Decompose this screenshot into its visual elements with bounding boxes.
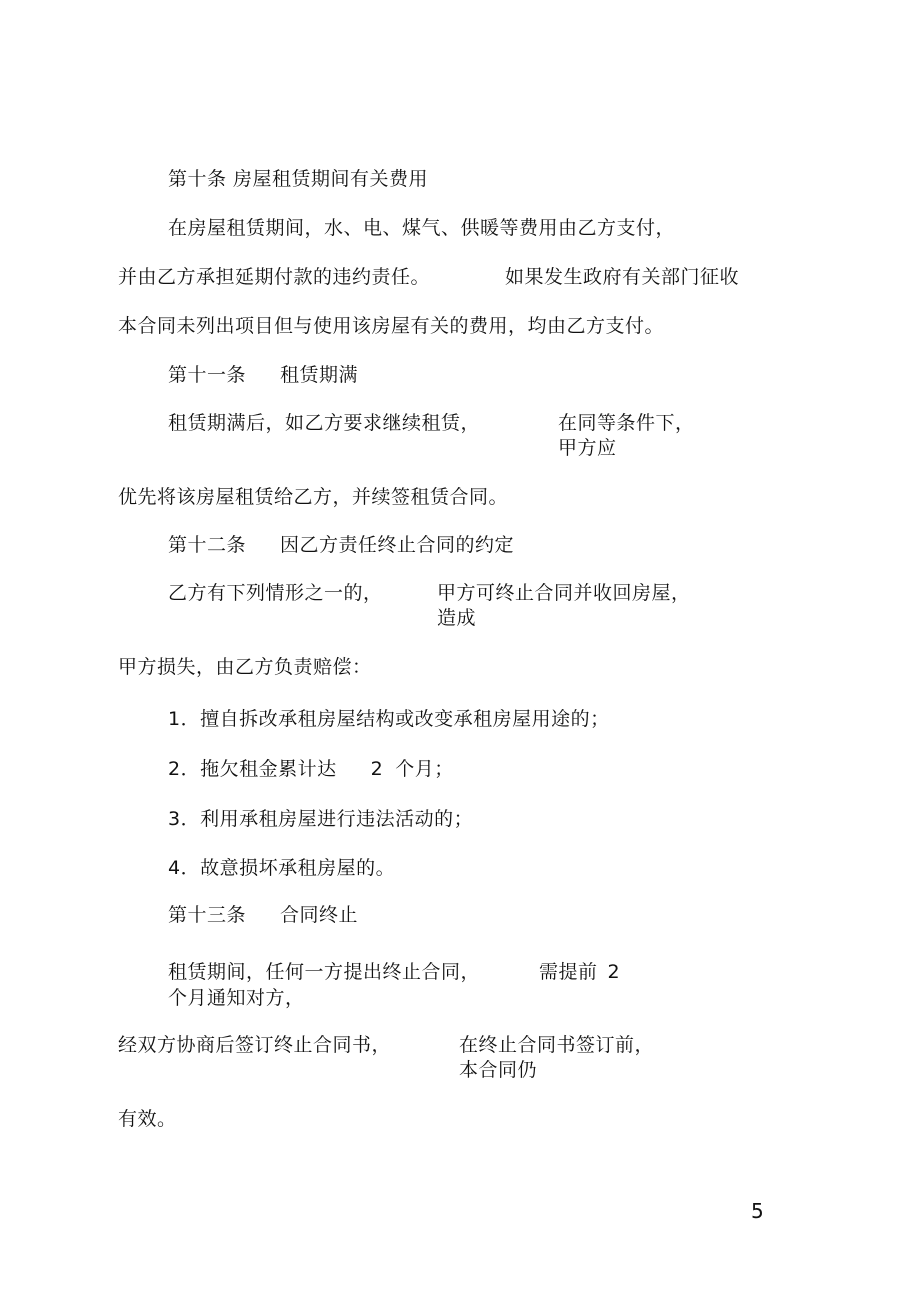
article-11-number: 第十一条 <box>168 364 247 386</box>
article-13-title: 合同终止 <box>280 904 359 926</box>
article-11-title: 租赁期满 <box>280 364 359 386</box>
article-12-line-1b: 甲方可终止合同并收回房屋， <box>437 582 691 604</box>
article-13-line-2-right <box>459 1033 654 1083</box>
article-11-line-1-right <box>558 411 695 461</box>
list-item: 1．擅自拆改承租房屋结构或改变承租房屋用途的； <box>168 708 610 730</box>
notice-months-value: 2 <box>607 961 621 983</box>
list-item: 4．故意损坏承租房屋的。 <box>168 857 396 879</box>
list-item: 3．利用承租房屋进行违法活动的； <box>168 808 474 830</box>
article-12-number: 第十二条 <box>168 534 247 556</box>
article-13-line-3: 有效。 <box>118 1108 177 1130</box>
list-item: 2．拖欠租金累计达 2 个月； <box>168 758 454 780</box>
arrears-months-value: 2 <box>370 758 384 780</box>
article-12-title: 因乙方责任终止合同的约定 <box>280 534 515 556</box>
article-12-line-1c: 造成 <box>437 607 477 629</box>
article-10-line-1: 在房屋租赁期间，水、电、煤气、供暖等费用由乙方支付， <box>168 217 676 239</box>
article-13-line-1d: 个月通知对方， <box>168 987 305 1009</box>
article-10-line-2a: 并由乙方承担延期付款的违约责任。 <box>118 266 431 288</box>
article-13-line-2c: 本合同仍 <box>459 1059 538 1081</box>
article-11-line-2: 优先将该房屋租赁给乙方，并续签租赁合同。 <box>118 486 509 508</box>
article-13-line-1a: 租赁期间，任何一方提出终止合同， <box>168 961 481 983</box>
article-13-line-2a: 经双方协商后签订终止合同书， <box>118 1034 392 1056</box>
article-13-number: 第十三条 <box>168 904 247 926</box>
article-10-line-2b: 如果发生政府有关部门征收 <box>505 266 740 288</box>
article-12-line-2: 甲方损失，由乙方负责赔偿： <box>118 656 372 678</box>
article-12-line-1-right <box>437 581 691 631</box>
article-10-title: 第十条 房屋租赁期间有关费用 <box>168 168 429 190</box>
article-10-line-3: 本合同未列出项目但与使用该房屋有关的费用，均由乙方支付。 <box>118 315 665 337</box>
article-11-line-1a: 租赁期满后，如乙方要求继续租赁， <box>168 412 481 434</box>
article-13-line-1b: 需提前 2 <box>539 961 621 983</box>
page-number: 5 <box>751 1199 764 1223</box>
article-11-line-1c: 甲方应 <box>558 437 617 459</box>
article-13-line-2b: 在终止合同书签订前， <box>459 1034 655 1056</box>
article-12-line-1a: 乙方有下列情形之一的， <box>168 582 383 604</box>
article-11-line-1b: 在同等条件下， <box>558 412 695 434</box>
